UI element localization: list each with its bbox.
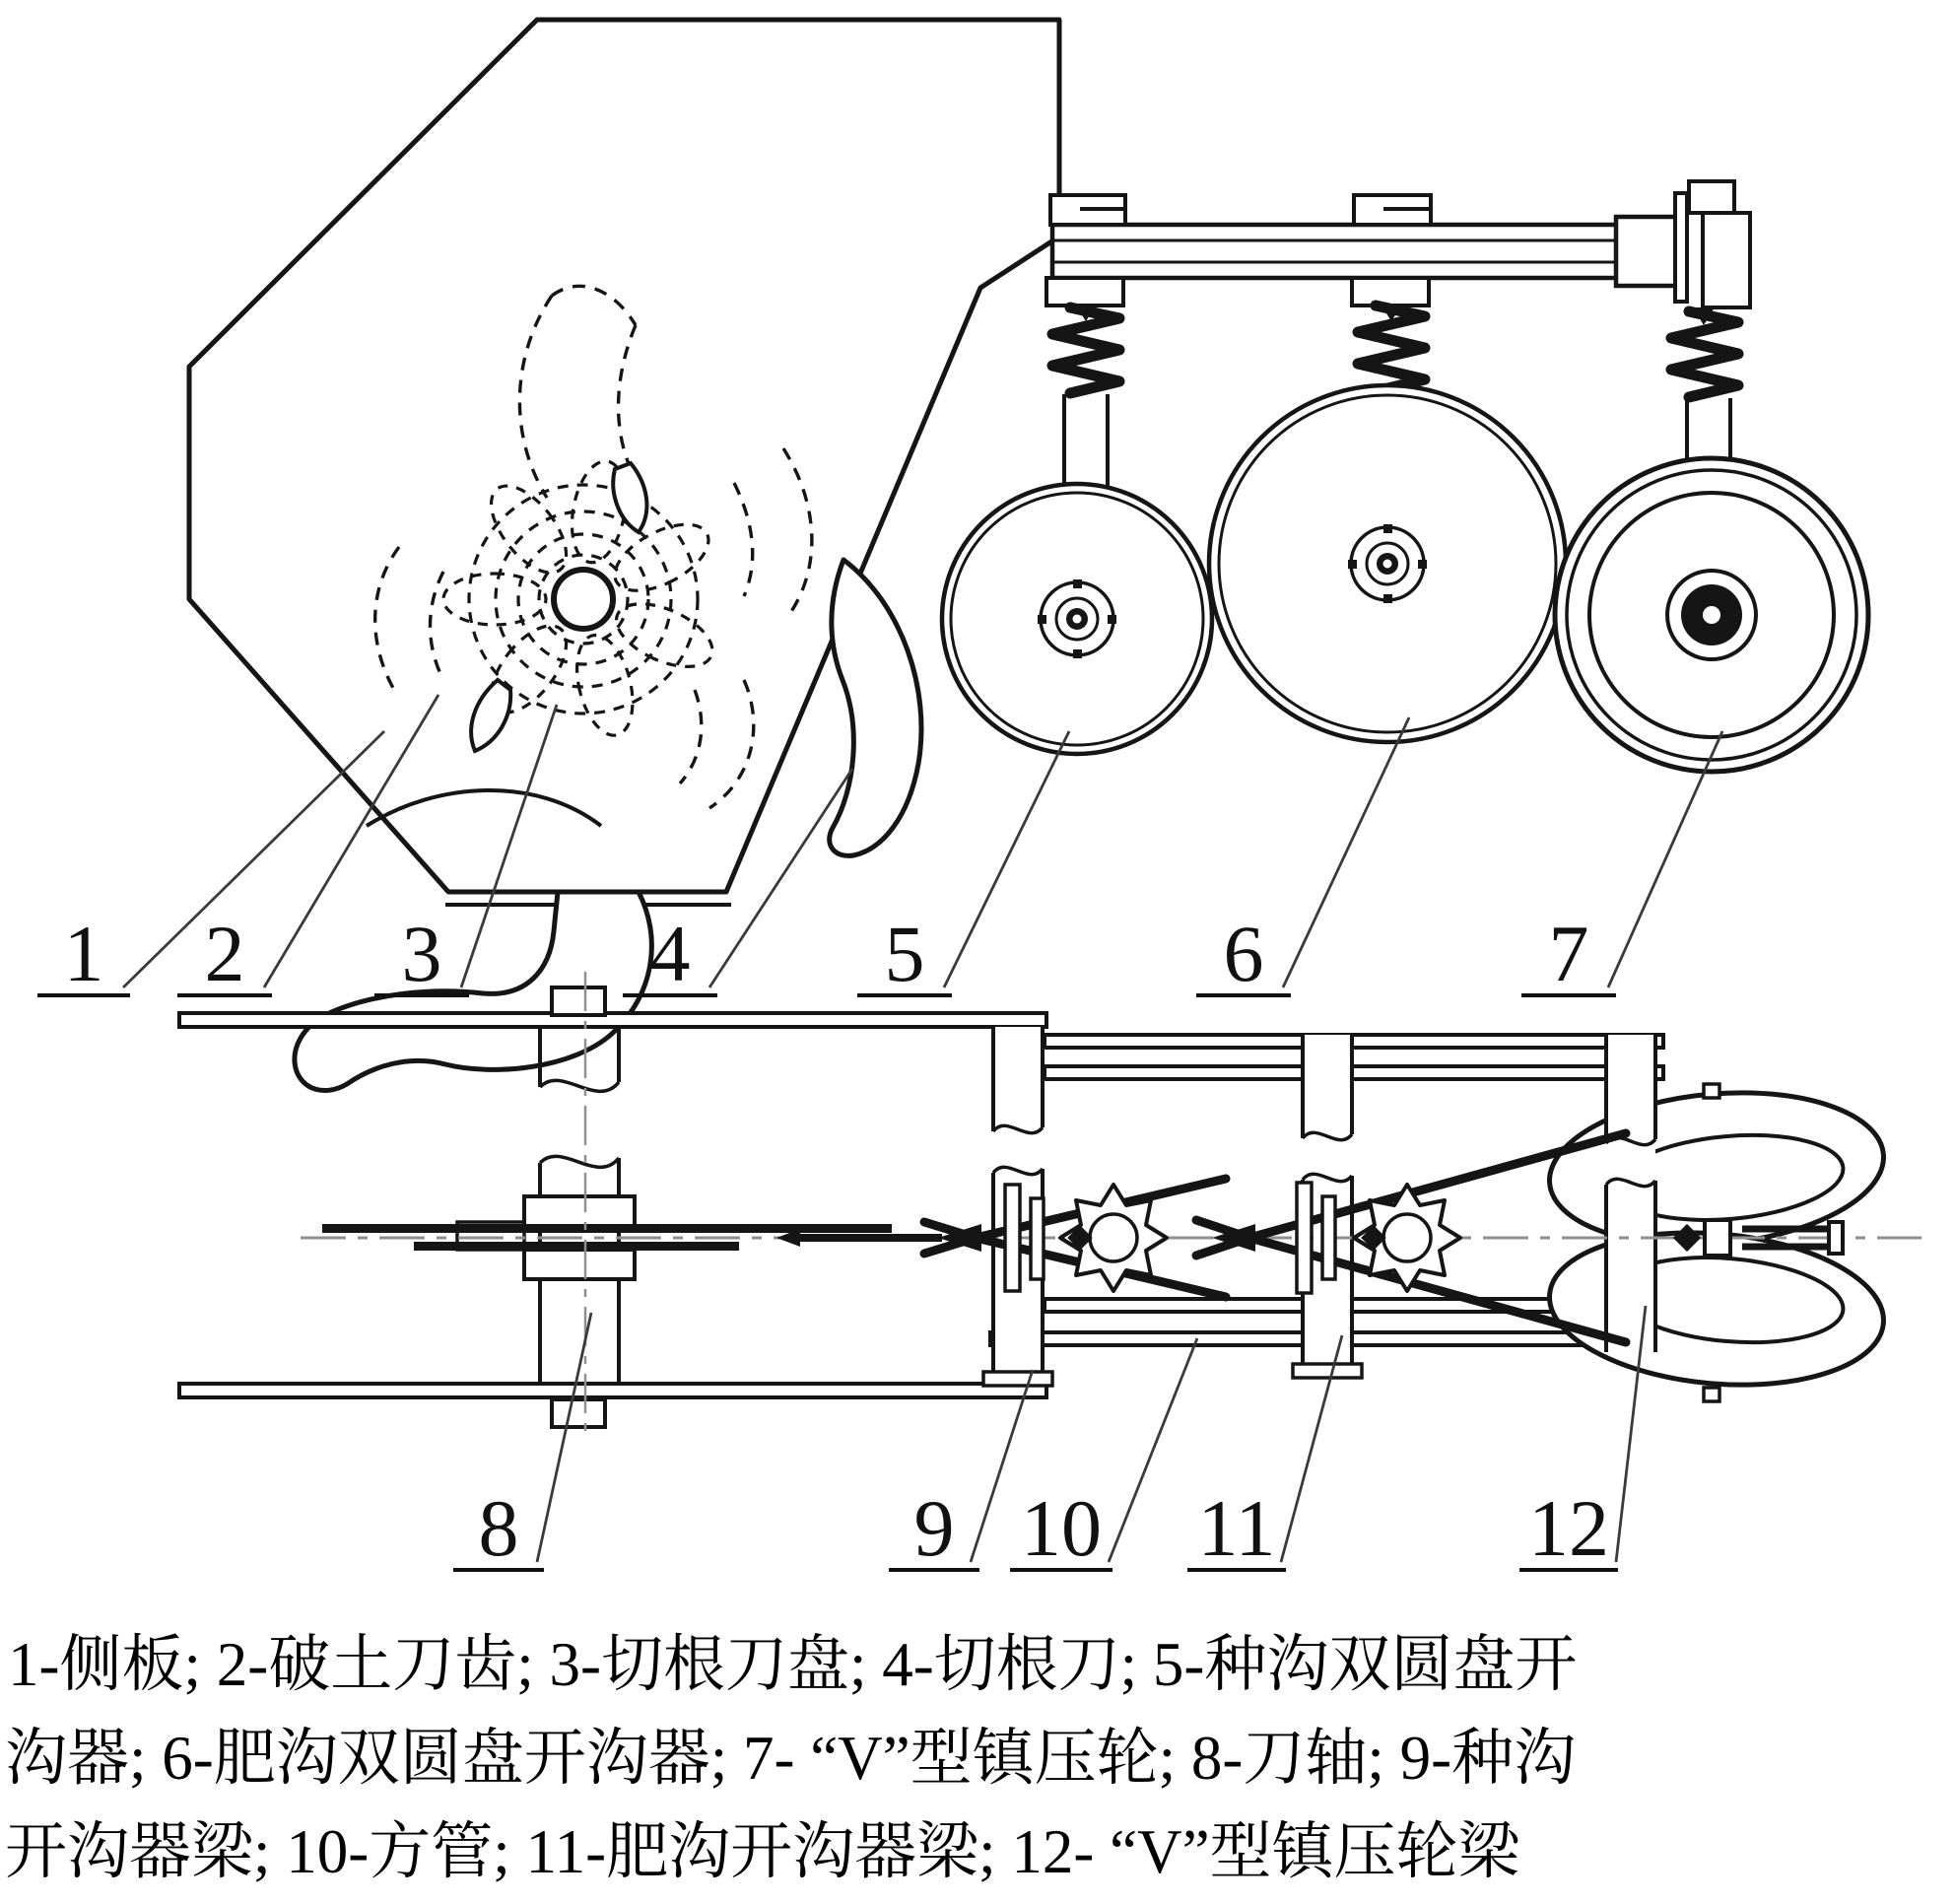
label-9: 9: [913, 1483, 955, 1573]
spring-3: [1671, 311, 1738, 397]
seed-furrow-disc-opener: [942, 484, 1212, 754]
v-press-wheel-side: [1555, 458, 1868, 772]
caption-line-3: 开沟器梁; 10-方管; 11-肥沟开沟器梁; 12- “V”型镇压轮梁: [5, 1817, 1520, 1886]
caption-line-2: 沟器; 6-肥沟双圆盘开沟器; 7- “V”型镇压轮; 8-刀轴; 9-种沟: [5, 1724, 1577, 1793]
root-cutting-knife: [830, 560, 921, 855]
right-end-plate-thin: [1675, 193, 1687, 302]
figure-caption: [5, 1630, 1577, 1886]
label-6: 6: [1223, 909, 1264, 998]
cutter-hub: [554, 570, 613, 629]
shaft-bearing-lower: [524, 1250, 635, 1279]
label-4: 4: [649, 909, 691, 998]
shaft-bearing-upper: [524, 1196, 635, 1226]
label-12: 12: [1528, 1483, 1609, 1573]
side-view: [37, 20, 1868, 1091]
label-8: 8: [478, 1483, 519, 1573]
toolbar-beam: [1052, 217, 1677, 286]
label-11: 11: [1197, 1483, 1276, 1573]
caption-line-1: 1-侧板; 2-破土刀齿; 3-切根刀盘; 4-切根刀; 5-种沟双圆盘开: [8, 1630, 1578, 1699]
beam-end-cap: [1616, 217, 1677, 286]
label-7: 7: [1548, 909, 1589, 998]
part-numbers-bottom: [453, 1483, 1618, 1573]
right-end-tab: [1689, 181, 1734, 213]
right-end-plate: [1703, 213, 1750, 307]
label-5: 5: [884, 909, 925, 998]
label-10: 10: [1021, 1483, 1102, 1573]
part-numbers-top: [37, 909, 1616, 998]
label-3: 3: [401, 909, 442, 998]
label-1: 1: [63, 909, 104, 998]
fert-furrow-disc-opener: [1209, 385, 1566, 742]
label-2: 2: [204, 909, 245, 998]
hopper-side-plate: [189, 20, 1059, 905]
